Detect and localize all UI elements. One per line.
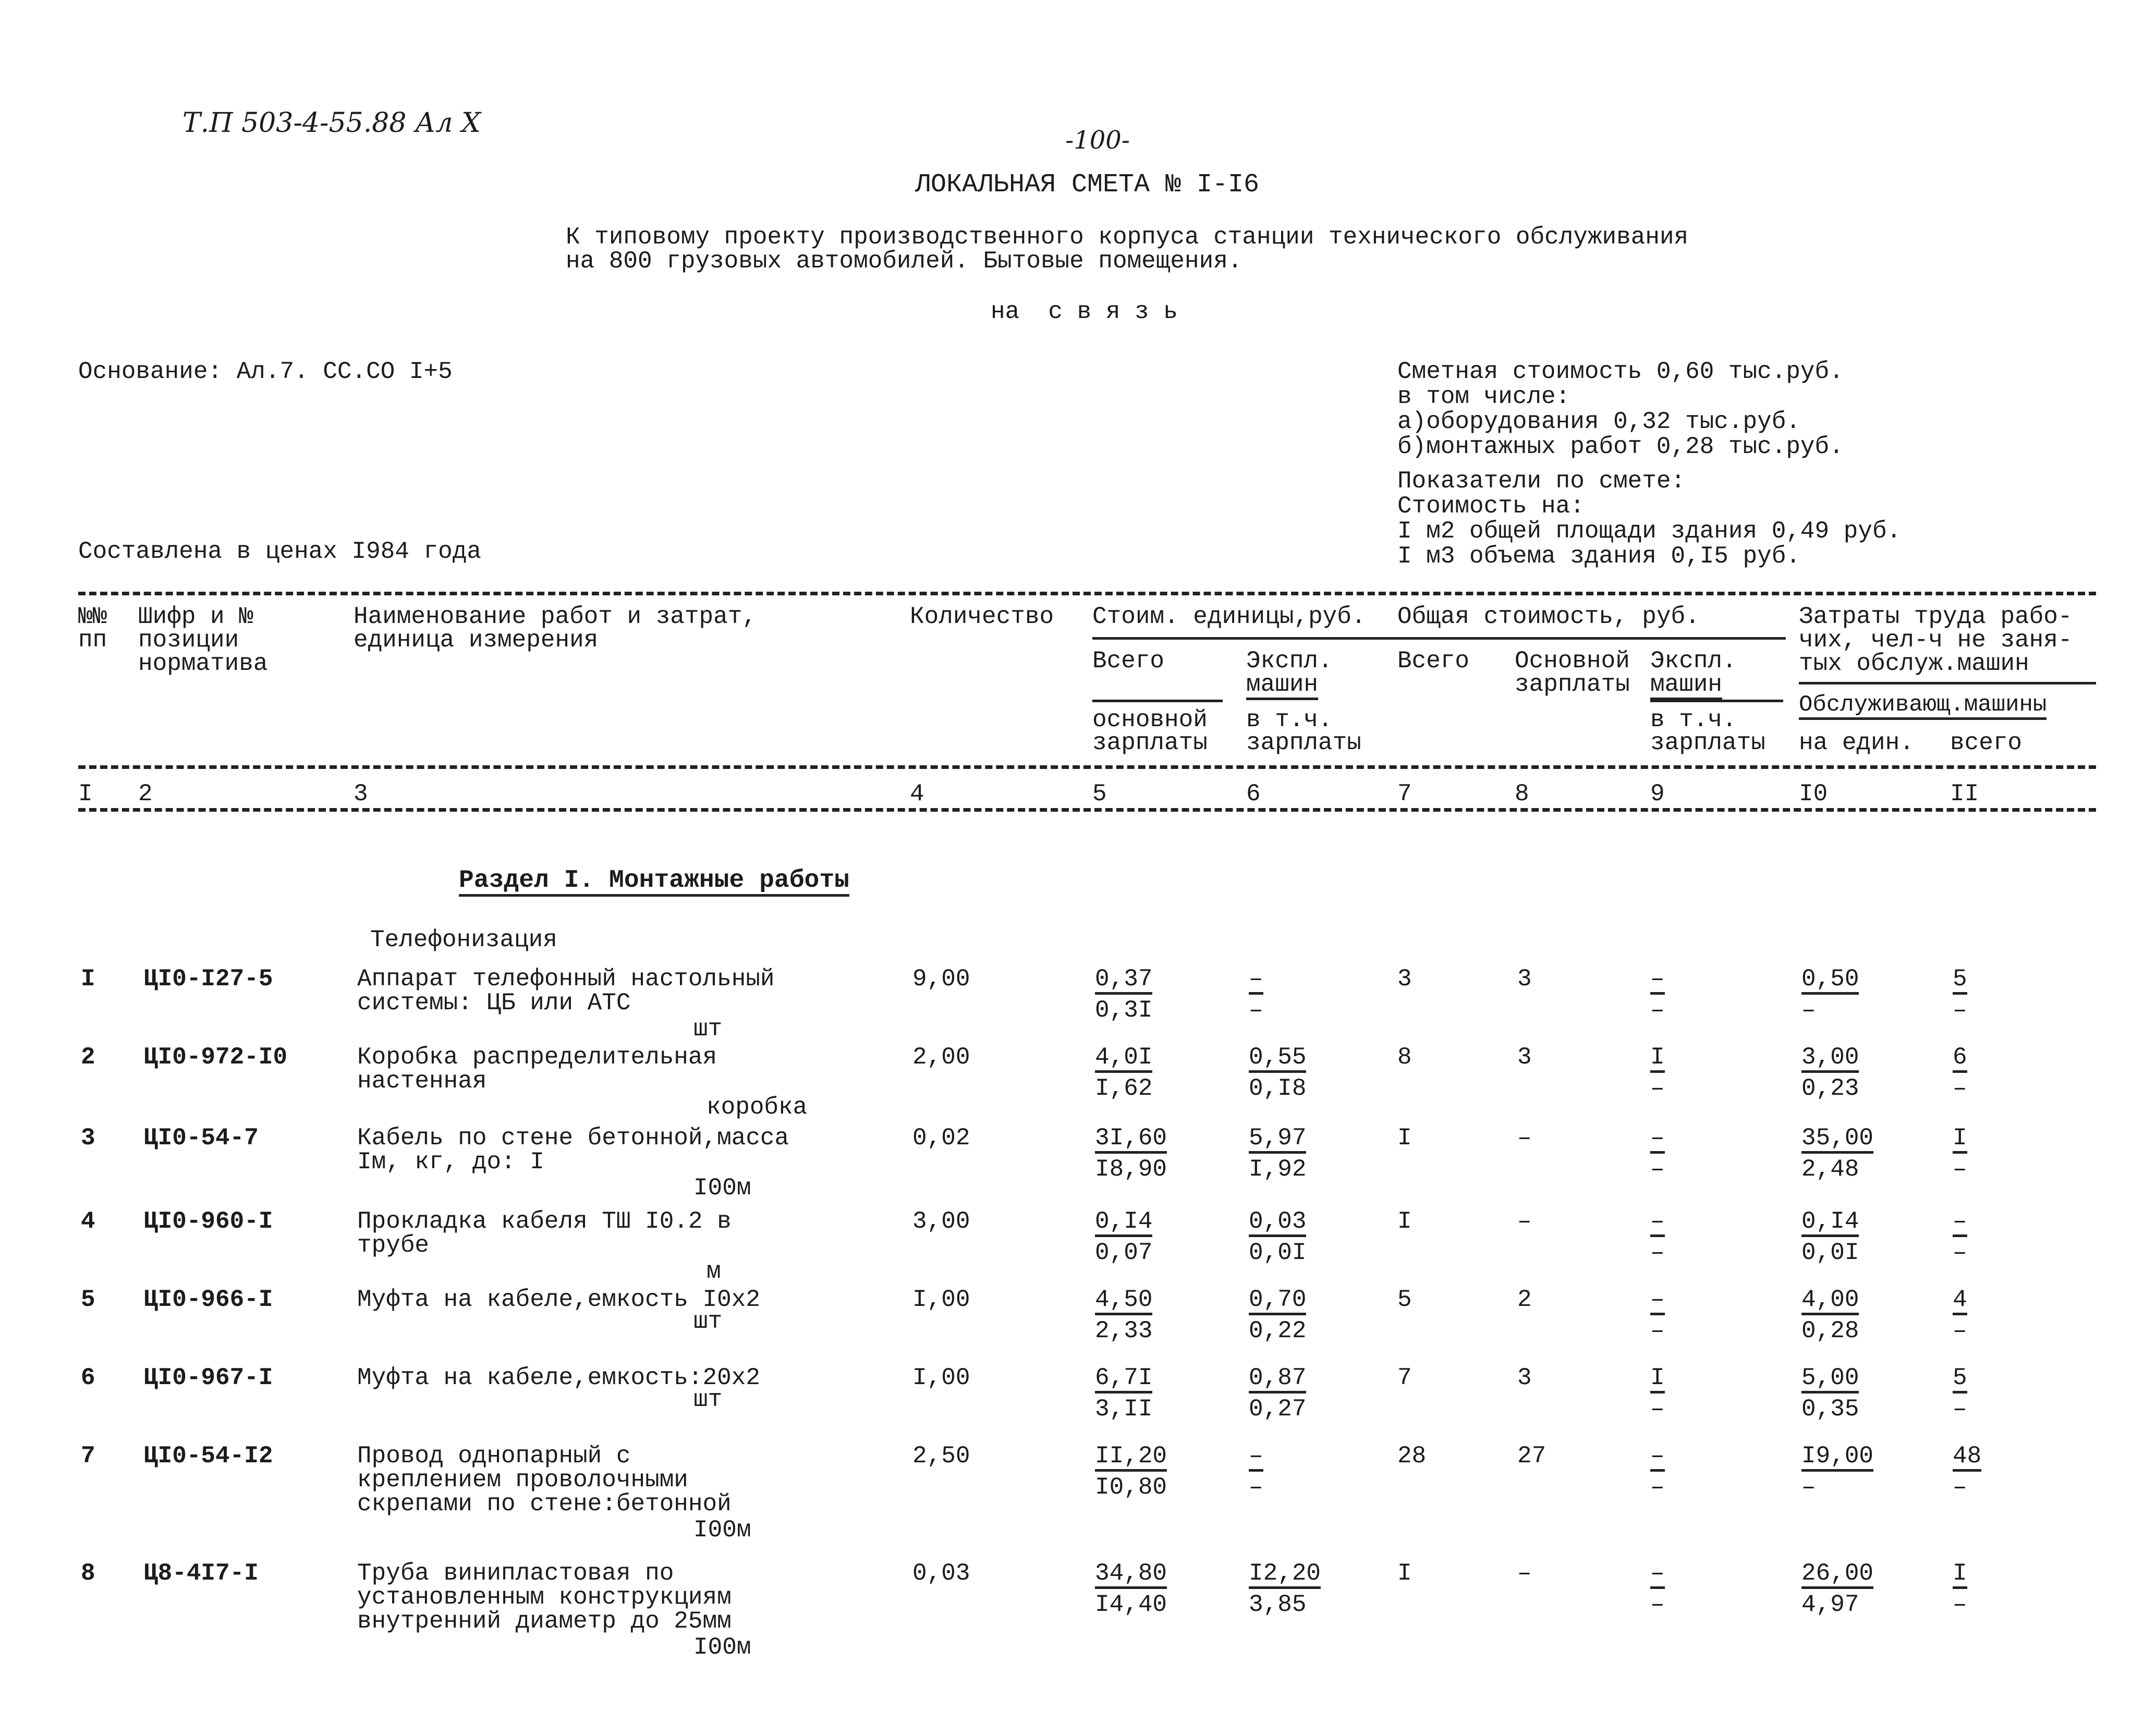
row-unit-total: 4,50 (1095, 1288, 1152, 1315)
summary-line: Стоимость на: (1397, 493, 1585, 520)
row-unit-machine-wage: 0,22 (1249, 1317, 1307, 1344)
row-quantity: I,00 (912, 1286, 970, 1313)
row-unit: шт (693, 1386, 723, 1413)
summary-line: I м3 объема здания 0,I5 руб. (1397, 543, 1800, 570)
row-name-line: трубе (357, 1232, 430, 1259)
row-machine-total: – (1650, 1126, 1665, 1154)
row-labor-service-per-unit: 0,23 (1801, 1075, 1859, 1102)
row-unit-total: II,20 (1095, 1444, 1167, 1472)
column-number: 5 (1092, 780, 1107, 808)
row-unit: шт (693, 1308, 723, 1335)
row-unit: м (707, 1258, 721, 1285)
row-labor-service-total: – (1953, 1239, 1967, 1266)
header-total: Всего (1092, 647, 1165, 675)
header-machine-total: машин (1650, 673, 1722, 700)
row-unit: I00м (693, 1175, 751, 1202)
row-unit-total: 0,37 (1095, 967, 1152, 995)
row-labor-per-unit: 26,00 (1801, 1561, 1873, 1589)
row-machine-wage-total: – (1650, 1396, 1665, 1423)
row-quantity: 2,00 (912, 1044, 970, 1071)
row-machine-total: – (1650, 1288, 1665, 1315)
row-machine-wage-total: – (1650, 1075, 1665, 1102)
header-number: №№ (78, 603, 107, 630)
row-unit-machine: I2,20 (1249, 1561, 1321, 1589)
row-machine-total: – (1650, 1561, 1665, 1589)
header-labor: тых обслуж.машин (1799, 650, 2029, 677)
row-code: Ц8-4I7-I (143, 1560, 259, 1587)
row-labor-service-per-unit: 4,97 (1801, 1591, 1859, 1618)
column-number: 8 (1515, 780, 1529, 808)
row-total: 3 (1397, 965, 1412, 993)
row-unit: I00м (693, 1517, 751, 1544)
row-unit-machine: 0,55 (1249, 1045, 1306, 1073)
column-number: 3 (354, 780, 368, 808)
prices-year-text: Составлена в ценах I984 года (78, 538, 481, 565)
row-machine-wage-total: – (1650, 1474, 1665, 1501)
header-labor: чих, чел-ч не заня- (1799, 627, 2073, 654)
header-machine-service: Обслуживающ.машины (1799, 693, 2047, 720)
basis-text: Основание: Ал.7. СС.СО I+5 (78, 358, 453, 385)
row-base-wage-total: 3 (1517, 965, 1532, 993)
row-labor-total: 5 (1953, 967, 1967, 995)
row-unit: I00м (693, 1634, 751, 1661)
row-name-line: Муфта на кабеле,емкость:20х2 (357, 1364, 760, 1391)
header-incl-wage-total: зарплаты (1650, 729, 1765, 756)
header-base-wage: основной (1092, 706, 1208, 733)
subtitle-line-2: на 800 грузовых автомобилей. Бытовые помещения. (566, 248, 1243, 275)
row-quantity: 2,50 (912, 1442, 970, 1470)
row-base-wage-total: 2 (1517, 1286, 1532, 1313)
header-name: единица измерения (354, 627, 599, 654)
row-number: 3 (81, 1124, 95, 1152)
header-code: норматива (138, 650, 268, 677)
header-machine: Экспл. (1246, 647, 1333, 675)
row-unit-machine: 5,97 (1249, 1126, 1306, 1154)
row-code: ЦI0-966-I (143, 1286, 273, 1313)
row-labor-service-per-unit: 0,0I (1801, 1239, 1859, 1266)
row-unit-machine-wage: – (1249, 997, 1263, 1024)
column-number: I0 (1799, 780, 1828, 808)
row-name-line: настенная (357, 1068, 487, 1095)
header-machine: машин (1246, 673, 1318, 700)
row-name-line: системы: ЦБ или АТС (357, 989, 631, 1017)
row-unit-machine-wage: I,92 (1249, 1156, 1307, 1183)
row-name-line: Iм, кг, до: I (357, 1148, 544, 1176)
header-base-wage-total: зарплаты (1515, 671, 1630, 698)
row-unit-wage: I4,40 (1095, 1591, 1167, 1618)
row-unit-wage: 3,II (1095, 1396, 1153, 1423)
row-unit-machine: 0,03 (1249, 1209, 1306, 1237)
row-labor-total: 48 (1953, 1444, 1981, 1472)
summary-line: Сметная стоимость 0,60 тыс.руб. (1397, 358, 1844, 385)
row-name-line: Муфта на кабеле,емкость I0х2 (357, 1286, 760, 1313)
header-all: всего (1950, 729, 2023, 756)
row-labor-per-unit: 0,50 (1801, 967, 1859, 995)
row-labor-service-total: – (1953, 1474, 1967, 1501)
header-name: Наименование работ и затрат, (354, 603, 757, 630)
summary-line: в том числе: (1397, 383, 1570, 410)
row-name-line: Коробка распределительная (357, 1044, 717, 1071)
row-unit-wage: 0,07 (1095, 1239, 1153, 1266)
row-total: I (1397, 1560, 1412, 1587)
row-name-line: установленным конструкциям (357, 1584, 732, 1611)
row-unit-machine: 0,87 (1249, 1366, 1306, 1393)
row-machine-wage-total: – (1650, 997, 1665, 1024)
row-number: 4 (81, 1208, 95, 1235)
row-labor-total: 5 (1953, 1366, 1967, 1393)
row-labor-per-unit: 4,00 (1801, 1288, 1859, 1315)
row-number: 7 (81, 1442, 95, 1470)
row-unit-total: 34,80 (1095, 1561, 1167, 1589)
row-labor-service-per-unit: 0,35 (1801, 1396, 1859, 1423)
subtitle-line-1: К типовому проекту производственного корпуса станции технического обслуживания (566, 224, 1689, 251)
row-labor-service-per-unit: 0,28 (1801, 1317, 1859, 1344)
row-unit-machine-wage: 0,I8 (1249, 1075, 1307, 1102)
row-base-wage-total: 3 (1517, 1044, 1532, 1071)
header-incl-wage: зарплаты (1246, 729, 1361, 756)
document-code: Т.П 503-4-55.88 Ал X (182, 107, 481, 139)
row-unit-machine-wage: 3,85 (1249, 1591, 1307, 1618)
header-incl-wage-total: в т.ч. (1650, 706, 1737, 733)
summary-line: Показатели по смете: (1397, 468, 1686, 495)
row-labor-per-unit: 0,I4 (1801, 1209, 1859, 1237)
row-labor-total: I (1953, 1561, 1967, 1589)
row-machine-total: – (1650, 967, 1665, 995)
row-base-wage-total: – (1517, 1560, 1532, 1587)
row-code: ЦI0-I27-5 (143, 965, 273, 993)
row-machine-total: – (1650, 1209, 1665, 1237)
header-rule (1650, 700, 1783, 702)
row-unit-wage: I,62 (1095, 1075, 1153, 1102)
row-number: 6 (81, 1364, 95, 1391)
row-unit-wage: I0,80 (1095, 1474, 1167, 1501)
header-total-cost: Общая стоимость, руб. (1397, 603, 1700, 630)
row-total: 7 (1397, 1364, 1412, 1391)
header-top-rule (78, 592, 2096, 595)
row-machine-wage-total: – (1650, 1156, 1665, 1183)
row-unit-total: 6,7I (1095, 1366, 1152, 1393)
column-number: I (78, 780, 93, 808)
row-name-line: креплением проволочными (357, 1466, 688, 1494)
row-name-line: внутренний диаметр до 25мм (357, 1608, 732, 1635)
header-unit-cost: Стоим. единицы,руб. (1092, 603, 1366, 630)
row-labor-service-per-unit: 2,48 (1801, 1156, 1859, 1183)
row-unit-wage: 0,3I (1095, 997, 1153, 1024)
row-number: 2 (81, 1044, 95, 1071)
section-title: Раздел I. Монтажные работы (459, 868, 849, 897)
row-unit-machine-wage: – (1249, 1474, 1263, 1501)
row-name-line: скрепами по стене:бетонной (357, 1490, 732, 1518)
row-unit-machine-wage: 0,0I (1249, 1239, 1307, 1266)
row-labor-per-unit: 3,00 (1801, 1045, 1859, 1073)
header-rule (1799, 682, 2096, 684)
row-unit-machine: – (1249, 1444, 1263, 1472)
row-quantity: 0,02 (912, 1124, 970, 1152)
row-total: 8 (1397, 1044, 1412, 1071)
header-base-wage: зарплаты (1092, 729, 1208, 756)
row-labor-total: I (1953, 1126, 1967, 1154)
header-base-wage-total: Основной (1515, 647, 1630, 675)
row-labor-service-total: – (1953, 1075, 1967, 1102)
summary-line: б)монтажных работ 0,28 тыс.руб. (1397, 433, 1844, 460)
header-per-unit: на един. (1799, 729, 1914, 756)
row-machine-wage-total: – (1650, 1591, 1665, 1618)
header-quantity: Количество (910, 603, 1054, 630)
column-number: 7 (1397, 780, 1412, 808)
row-total: I (1397, 1124, 1412, 1152)
row-unit-machine: 0,70 (1249, 1288, 1306, 1315)
row-machine-wage-total: – (1650, 1317, 1665, 1344)
row-code: ЦI0-967-I (143, 1364, 273, 1391)
row-total: 28 (1397, 1442, 1427, 1470)
row-labor-per-unit: 35,00 (1801, 1126, 1873, 1154)
row-machine-total: I (1650, 1366, 1665, 1393)
row-labor-service-total: – (1953, 1156, 1967, 1183)
row-labor-total: 6 (1953, 1045, 1967, 1073)
column-number: 6 (1246, 780, 1261, 808)
row-total: I (1397, 1208, 1412, 1235)
row-labor-service-per-unit: – (1801, 997, 1816, 1024)
row-unit-wage: I8,90 (1095, 1156, 1167, 1183)
row-labor-service-total: – (1953, 1591, 1967, 1618)
row-machine-total: I (1650, 1045, 1665, 1073)
row-unit: шт (693, 1016, 723, 1043)
header-labor: Затраты труда рабо- (1799, 603, 2073, 630)
header-rule (1092, 700, 1223, 702)
row-name-line: Прокладка кабеля ТШ I0.2 в (357, 1208, 732, 1235)
header-incl-wage: в т.ч. (1246, 706, 1333, 733)
row-name-line: Кабель по стене бетонной,масса (357, 1124, 789, 1152)
row-machine-total: – (1650, 1444, 1665, 1472)
header-code: позиции (138, 627, 239, 654)
header-code: Шифр и № (138, 603, 253, 630)
row-name-line: Провод однопарный с (357, 1442, 631, 1470)
row-quantity: I,00 (912, 1364, 970, 1391)
row-unit-total: 4,0I (1095, 1045, 1152, 1073)
document-title: ЛОКАЛЬНАЯ СМЕТА № I-I6 (915, 170, 1260, 200)
row-labor-service-per-unit: – (1801, 1474, 1816, 1501)
header-rule (1092, 637, 1786, 640)
row-code: ЦI0-972-I0 (143, 1044, 288, 1071)
header-machine-total: Экспл. (1650, 647, 1737, 675)
row-total: 5 (1397, 1286, 1412, 1313)
row-base-wage-total: – (1517, 1124, 1532, 1152)
row-labor-per-unit: 5,00 (1801, 1366, 1859, 1393)
row-unit-total: 3I,60 (1095, 1126, 1167, 1154)
row-labor-service-total: – (1953, 1317, 1967, 1344)
row-code: ЦI0-54-I2 (143, 1442, 273, 1470)
row-unit-wage: 2,33 (1095, 1317, 1153, 1344)
column-number: 4 (910, 780, 924, 808)
row-number: 8 (81, 1560, 95, 1587)
row-name-line: Труба винипластовая по (357, 1560, 674, 1587)
row-number: I (81, 965, 95, 993)
row-unit-machine: – (1249, 967, 1263, 995)
column-number: 2 (138, 780, 153, 808)
row-labor-total: – (1953, 1209, 1967, 1237)
row-unit: коробка (707, 1094, 808, 1121)
row-labor-total: 4 (1953, 1288, 1967, 1315)
row-quantity: 3,00 (912, 1208, 970, 1235)
subsection-title: Телефонизация (370, 926, 557, 953)
row-base-wage-total: – (1517, 1208, 1532, 1235)
row-base-wage-total: 3 (1517, 1364, 1532, 1391)
row-machine-wage-total: – (1650, 1239, 1665, 1266)
header-number: пп (78, 627, 107, 654)
row-quantity: 0,03 (912, 1560, 970, 1587)
header-mid-rule (78, 765, 2096, 769)
summary-line: I м2 общей площади здания 0,49 руб. (1397, 518, 1902, 545)
column-numbers-rule (78, 808, 2096, 812)
row-code: ЦI0-960-I (143, 1208, 273, 1235)
row-number: 5 (81, 1286, 95, 1313)
row-unit-machine-wage: 0,27 (1249, 1396, 1307, 1423)
column-number: 9 (1650, 780, 1665, 808)
row-labor-service-total: – (1953, 997, 1967, 1024)
row-labor-per-unit: I9,00 (1801, 1444, 1873, 1472)
header-total: Всего (1397, 647, 1470, 675)
row-quantity: 9,00 (912, 965, 970, 993)
row-code: ЦI0-54-7 (143, 1124, 259, 1152)
row-name-line: Аппарат телефонный настольный (357, 965, 775, 993)
page-number: -100- (1065, 126, 1130, 155)
row-unit-total: 0,I4 (1095, 1209, 1152, 1237)
summary-line: а)оборудования 0,32 тыс.руб. (1397, 408, 1800, 435)
row-labor-service-total: – (1953, 1396, 1967, 1423)
estimate-purpose: на с в я з ь (991, 298, 1178, 325)
row-base-wage-total: 27 (1517, 1442, 1546, 1470)
column-number: II (1950, 780, 1979, 808)
